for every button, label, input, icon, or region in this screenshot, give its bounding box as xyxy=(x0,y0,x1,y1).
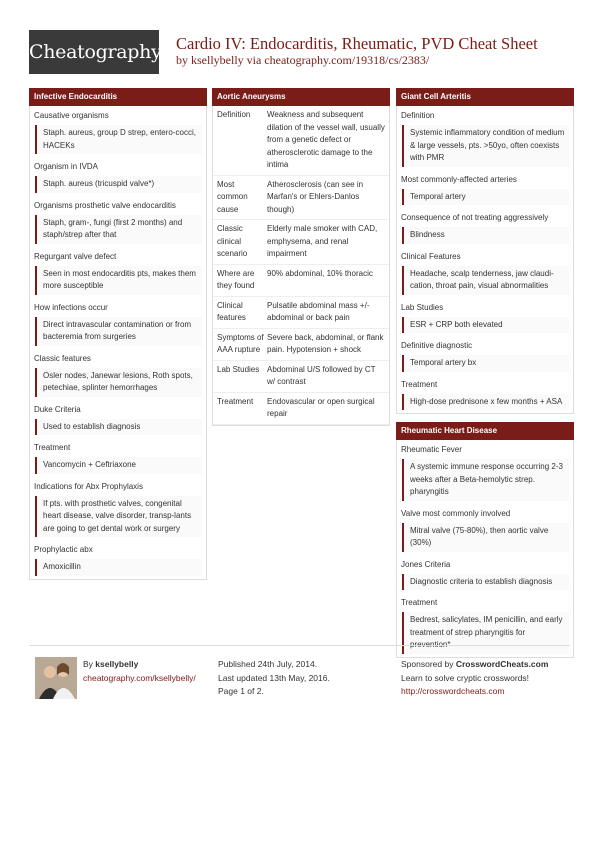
item-question: How infections occur xyxy=(34,302,108,312)
author-name[interactable]: ksellybelly xyxy=(95,659,139,669)
row-value: 90% abdominal, 10% thoracic xyxy=(267,268,373,278)
item-question: Duke Criteria xyxy=(34,404,81,414)
item-answer: Staph, gram-, fungi (first 2 months) and staph/strep after that xyxy=(35,215,202,244)
row-key: Definition xyxy=(217,110,251,119)
column-3 xyxy=(396,88,574,666)
item-question: Most commonly-affected arteries xyxy=(401,174,517,184)
item-answer: Amoxicillin xyxy=(35,559,202,576)
item-answer: Direct intravascular contamination or from bacteremia from surgeries xyxy=(35,317,202,346)
page-title: Cardio IV: Endocarditis, Rheumatic, PVD Cheat Sheet xyxy=(176,34,538,53)
row-value: Endovascular or open surgical repair xyxy=(267,396,375,418)
item-question: Lab Studies xyxy=(401,302,444,312)
row-key: Classic clinical scenario xyxy=(217,224,248,258)
section xyxy=(396,88,574,414)
column-2 xyxy=(212,88,390,434)
sponsor-name[interactable]: CrosswordCheats.com xyxy=(455,659,549,669)
item-answer: Diagnostic criteria to establish diagnosis xyxy=(402,574,569,591)
row-key: Symptoms of AAA rupture xyxy=(217,332,264,354)
item-question: Consequence of not treating aggressively xyxy=(401,213,549,222)
item-question: Jones Criteria xyxy=(401,559,451,569)
item-answer: Headache, scalp tenderness, jaw claudi-cation, throat pain, visual abnormalities xyxy=(402,266,569,295)
item-answer: Temporal artery xyxy=(402,189,569,206)
item-question: Indications for Abx Prophylaxis xyxy=(34,481,143,491)
row-value: Abdominal U/S followed by CT w/ contrast xyxy=(267,364,376,386)
item-answer: Temporal artery bx xyxy=(402,355,569,372)
item-answer: Staph. aureus, group D strep, entero-cocci, HACEKs xyxy=(35,125,202,154)
table-row xyxy=(213,106,389,176)
item-answer: Used to establish diagnosis xyxy=(35,419,202,436)
page-subtitle[interactable]: by ksellybelly via cheatography.com/19318/cs/2383/ xyxy=(176,53,430,67)
item-answer: Osler nodes, Janewar lesions, Roth spots, petechiae, splinter hemorrhages xyxy=(35,368,202,397)
table-row xyxy=(213,361,389,393)
section xyxy=(212,88,390,426)
footer-divider xyxy=(29,645,570,646)
section-heading: Aortic Aneurysms xyxy=(212,88,390,106)
item-question: Causative organisms xyxy=(34,111,109,120)
item-answer: Blindness xyxy=(402,227,569,244)
row-key: Where are they found xyxy=(217,268,255,290)
section xyxy=(29,88,207,580)
item-question: Definitive diagnostic xyxy=(401,341,473,350)
item-question: Treatment xyxy=(401,379,438,389)
item-answer: Mitral valve (75-80%), then aortic valve (30%) xyxy=(402,523,569,552)
row-value: Elderly male smoker with CAD, emphysema, and renal impairment xyxy=(267,224,378,258)
footer-sponsor xyxy=(401,658,548,699)
item-answer: Seen in most endocarditis pts, makes them more susceptible xyxy=(35,266,202,295)
item-answer: ESR + CRP both elevated xyxy=(402,317,569,334)
footer-dates xyxy=(218,658,330,699)
section-body xyxy=(29,106,207,580)
published-date: Published 24th July, 2014. xyxy=(218,659,318,669)
row-value: Pulsatile abdominal mass +/- abdominal or back pain xyxy=(267,300,370,322)
item-answer: A systemic immune response occurring 2-3 weeks after a Beta-hemolytic strep. pharyngitis xyxy=(402,459,569,501)
section-heading: Rheumatic Heart Disease xyxy=(396,422,574,440)
row-value: Atherosclerosis (can see in Marfan's or Ehlers-Danlos though) xyxy=(267,179,364,214)
section-heading: Giant Cell Arteritis xyxy=(396,88,574,106)
item-question: Treatment xyxy=(401,598,438,607)
table-row xyxy=(213,176,389,221)
item-question: Organism in IVDA xyxy=(34,162,99,171)
author-link[interactable]: cheatography.com/ksellybelly/ xyxy=(83,672,196,683)
footer-author xyxy=(83,658,196,685)
column-1 xyxy=(29,88,207,588)
cheatography-logo[interactable]: Cheatography xyxy=(29,30,159,74)
item-question: Clinical Features xyxy=(401,251,461,261)
section-body xyxy=(396,440,574,658)
item-question: Definition xyxy=(401,111,435,120)
section xyxy=(396,422,574,658)
row-value: Weakness and subsequent dilation of the vessel wall, usually from a genetic defect or atherosclerotic damage to the intima xyxy=(267,110,385,169)
page-number: Page 1 of 2. xyxy=(218,686,264,696)
section-body xyxy=(212,106,390,426)
sponsor-text: Learn to solve cryptic crosswords! xyxy=(401,672,530,683)
item-answer: Systemic inflammatory condition of medium & large vessels, pts. >50yo, often coexists with PMR xyxy=(402,125,569,167)
row-key: Most common cause xyxy=(217,179,248,214)
sponsor-prefix: Sponsored by xyxy=(401,659,454,669)
by-label: By xyxy=(83,659,93,669)
item-answer: Staph. aureus (tricuspid valve*) xyxy=(35,176,202,193)
updated-date: Last updated 13th May, 2016. xyxy=(218,672,330,683)
table-row xyxy=(213,297,389,329)
item-question: Treatment xyxy=(34,443,71,452)
row-key: Lab Studies xyxy=(217,364,260,374)
table-row xyxy=(213,220,389,265)
table-row xyxy=(213,329,389,361)
item-question: Classic features xyxy=(34,353,91,363)
section-heading: Infective Endocarditis xyxy=(29,88,207,106)
table-row xyxy=(213,393,389,425)
item-answer: Bedrest, salicylates, IM penicillin, and early treatment of strep pharyngitis for prevention* xyxy=(402,612,569,654)
item-answer: If pts. with prosthetic valves, congenital heart disease, valve disorder, transp-lants are going to get dental work or surgery xyxy=(35,496,202,538)
table-row xyxy=(213,265,389,297)
item-answer: High-dose prednisone x few months + ASA xyxy=(402,394,569,411)
row-key: Treatment xyxy=(217,396,254,406)
item-question: Prophylactic abx xyxy=(34,545,93,554)
item-question: Valve most commonly involved xyxy=(401,508,511,518)
item-answer: Vancomycin + Ceftriaxone xyxy=(35,457,202,474)
item-question: Rheumatic Fever xyxy=(401,445,462,454)
item-question: Organisms prosthetic valve endocarditis xyxy=(34,200,176,210)
item-question: Regurgant valve defect xyxy=(34,251,117,261)
sponsor-link[interactable]: http://crosswordcheats.com xyxy=(401,686,505,696)
row-value: Severe back, abdominal, or flank pain. Hypotension + shock xyxy=(267,332,384,354)
row-key: Clinical features xyxy=(217,300,246,322)
author-avatar xyxy=(35,657,77,699)
section-body xyxy=(396,106,574,414)
